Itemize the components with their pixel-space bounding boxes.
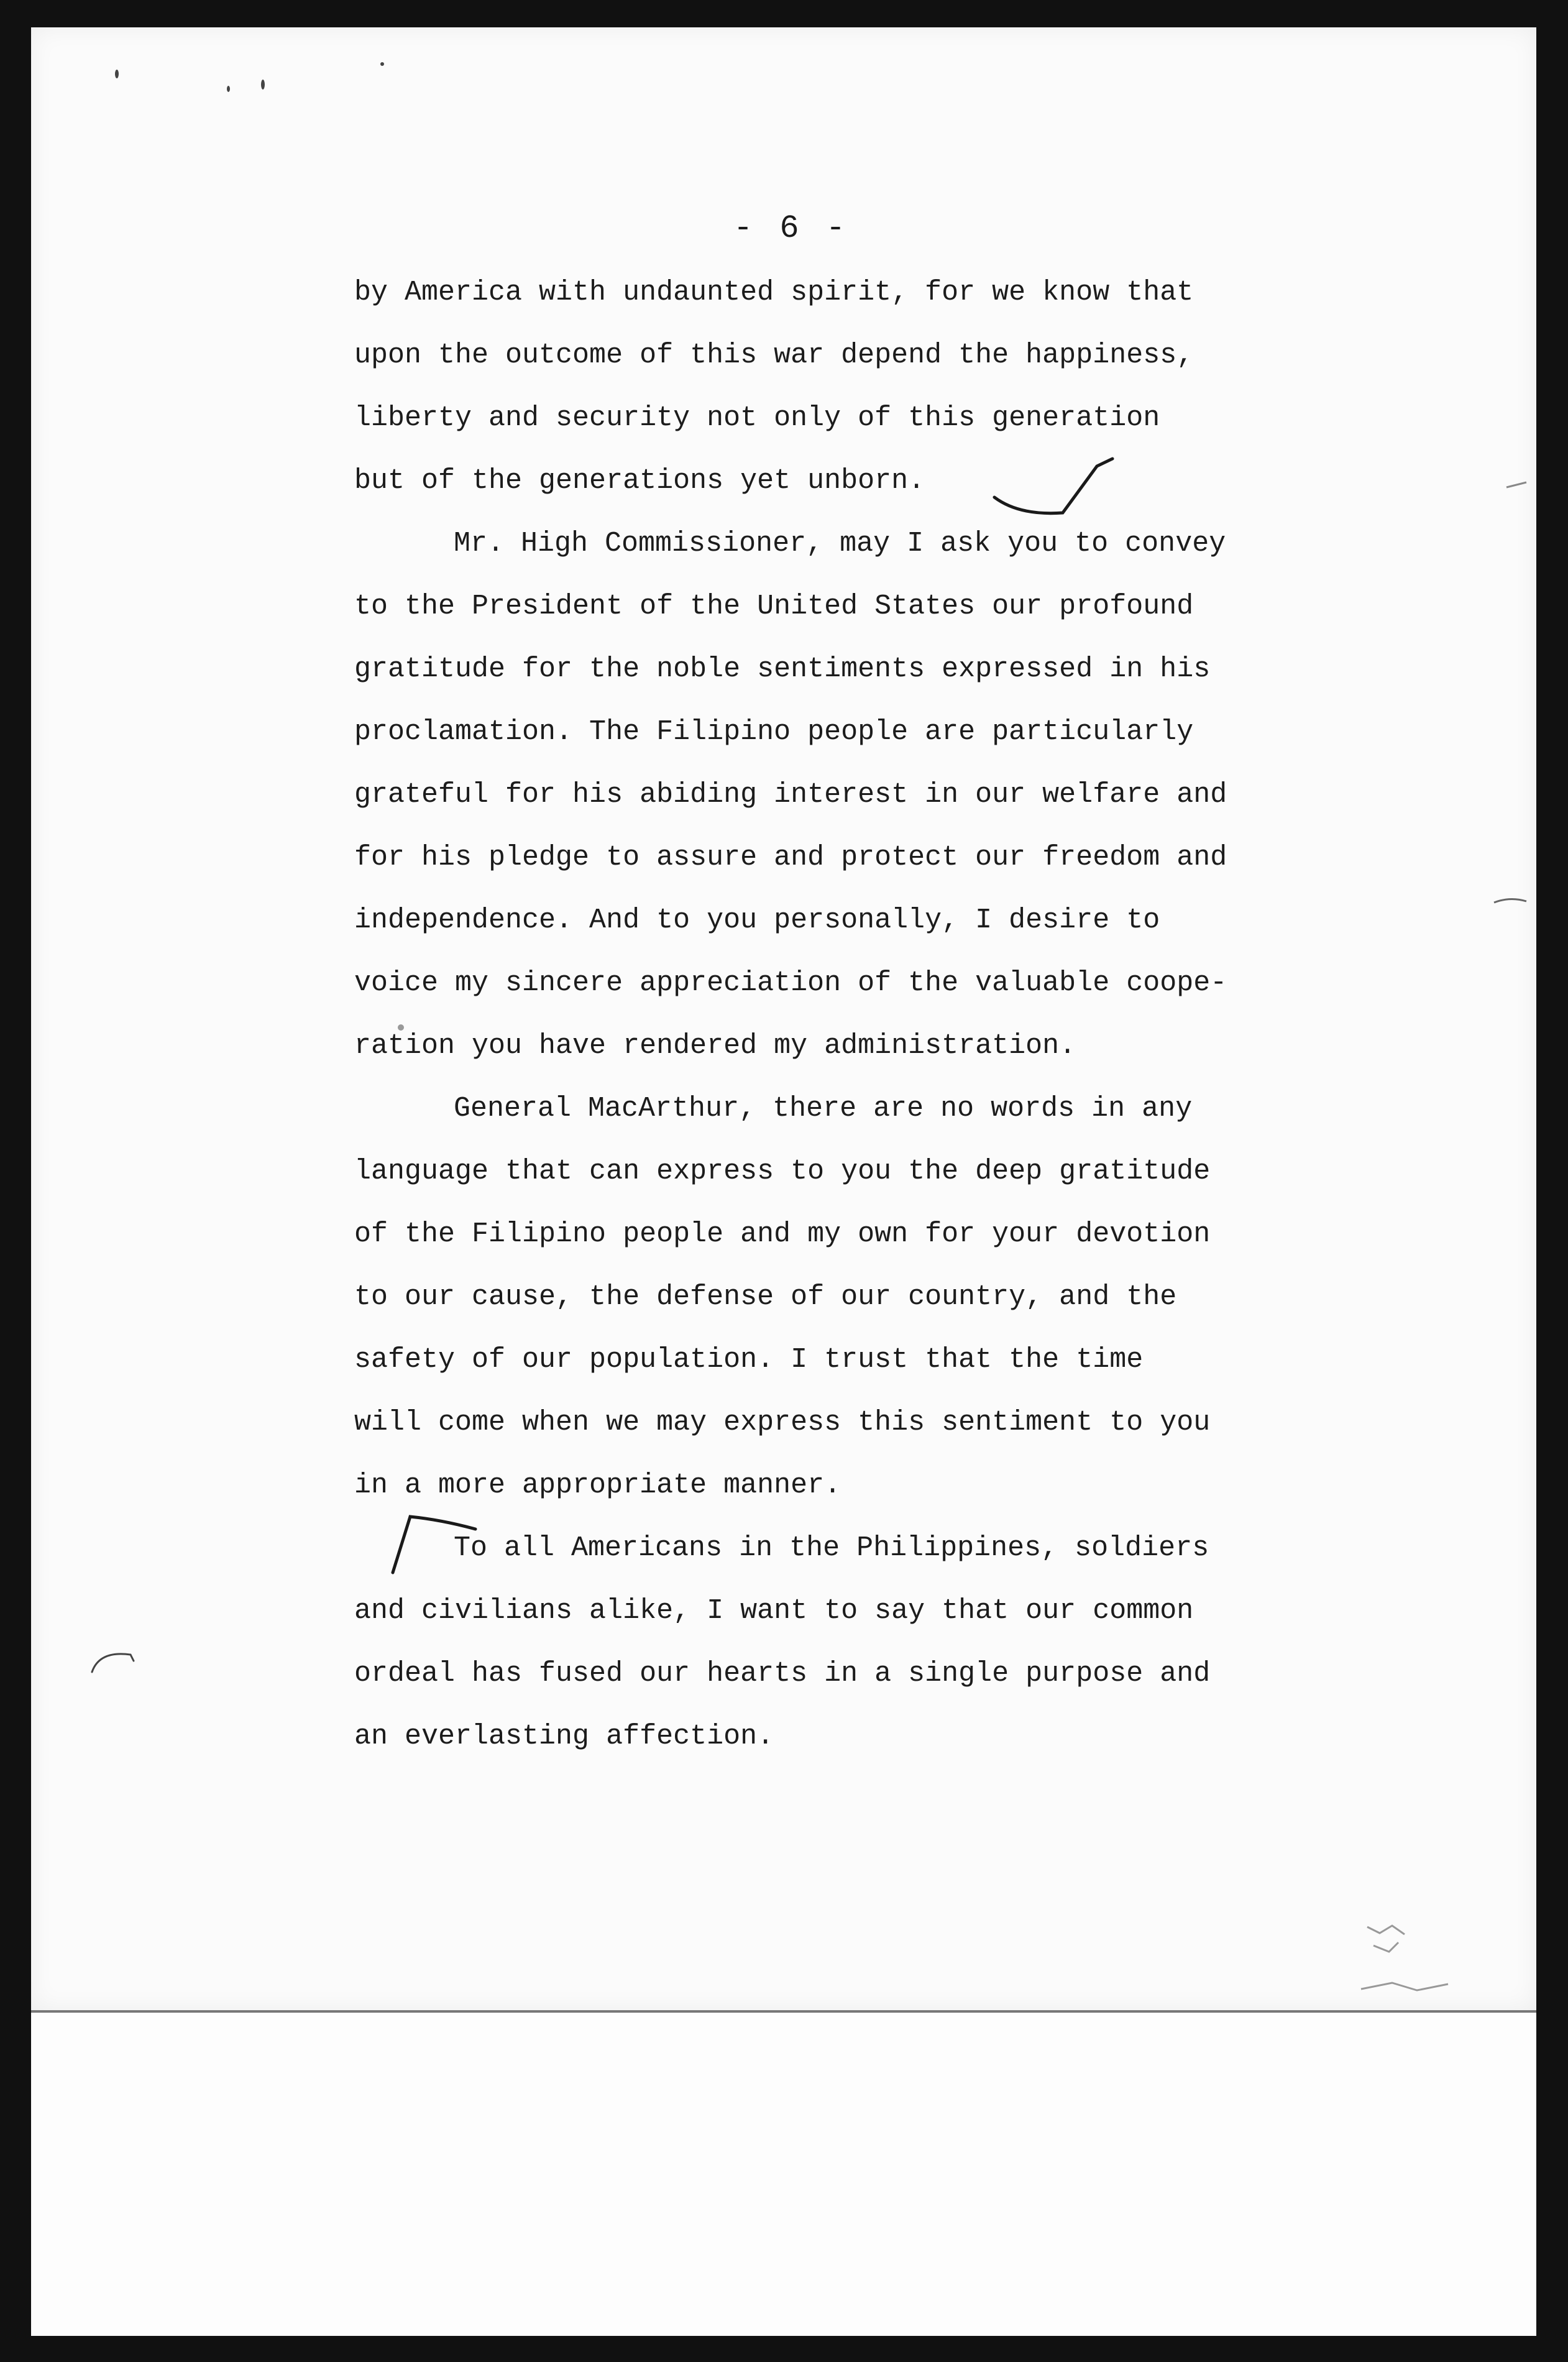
text-line: to our cause, the defense of our country, and the xyxy=(354,1281,1177,1313)
bracket-pen-mark xyxy=(385,1504,485,1579)
text-line: language that can express to you the deep gratitude xyxy=(354,1156,1211,1187)
text-line: To all Americans in the Philippines, soldiers xyxy=(454,1532,1209,1564)
text-line: to the President of the United States our profound xyxy=(354,590,1194,622)
text-line: Mr. High Commissioner, may I ask you to convey xyxy=(454,528,1226,559)
text-line: gratitude for the noble sentiments expressed in his xyxy=(354,653,1211,685)
scan-speck xyxy=(227,86,230,92)
text-line: upon the outcome of this war depend the happiness, xyxy=(354,339,1194,371)
text-line: ordeal has fused our hearts in a single purpose and xyxy=(354,1658,1211,1689)
scan-speck xyxy=(261,80,265,90)
text-line: voice my sincere appreciation of the valuable coope- xyxy=(354,967,1227,999)
text-line: of the Filipino people and my own for your devotion xyxy=(354,1218,1211,1250)
text-line: in a more appropriate manner. xyxy=(354,1469,841,1501)
text-line: grateful for his abiding interest in our welfare and xyxy=(354,779,1227,811)
text-line: independence. And to you personally, I desire to xyxy=(354,904,1160,936)
text-line: ration you have rendered my administration. xyxy=(354,1030,1076,1062)
text-line: liberty and security not only of this generation xyxy=(354,402,1160,434)
scan-smudge xyxy=(1355,1914,1454,2001)
text-line: General MacArthur, there are no words in any xyxy=(454,1093,1193,1124)
checkmark-pen-mark xyxy=(988,448,1137,528)
letter-body xyxy=(354,261,1411,1768)
scan-speck xyxy=(380,62,384,66)
margin-dash-mark xyxy=(1504,479,1529,491)
page-number: - 6 - xyxy=(733,210,850,247)
text-line: and civilians alike, I want to say that our common xyxy=(354,1595,1194,1627)
text-line: an everlasting affection. xyxy=(354,1721,774,1752)
margin-pen-mark xyxy=(87,1647,143,1684)
text-line: safety of our population. I trust that the time xyxy=(354,1344,1144,1376)
text-line: by America with undaunted spirit, for we know that xyxy=(354,277,1194,308)
margin-dash-mark xyxy=(1492,895,1529,908)
text-line: but of the generations yet unborn. xyxy=(354,465,925,497)
page-lower-sheet xyxy=(31,2010,1536,2336)
scan-speck xyxy=(115,70,119,78)
text-line: proclamation. The Filipino people are particularly xyxy=(354,716,1194,748)
text-line: for his pledge to assure and protect our freedom and xyxy=(354,842,1227,873)
text-line: will come when we may express this sentiment to you xyxy=(354,1407,1211,1438)
